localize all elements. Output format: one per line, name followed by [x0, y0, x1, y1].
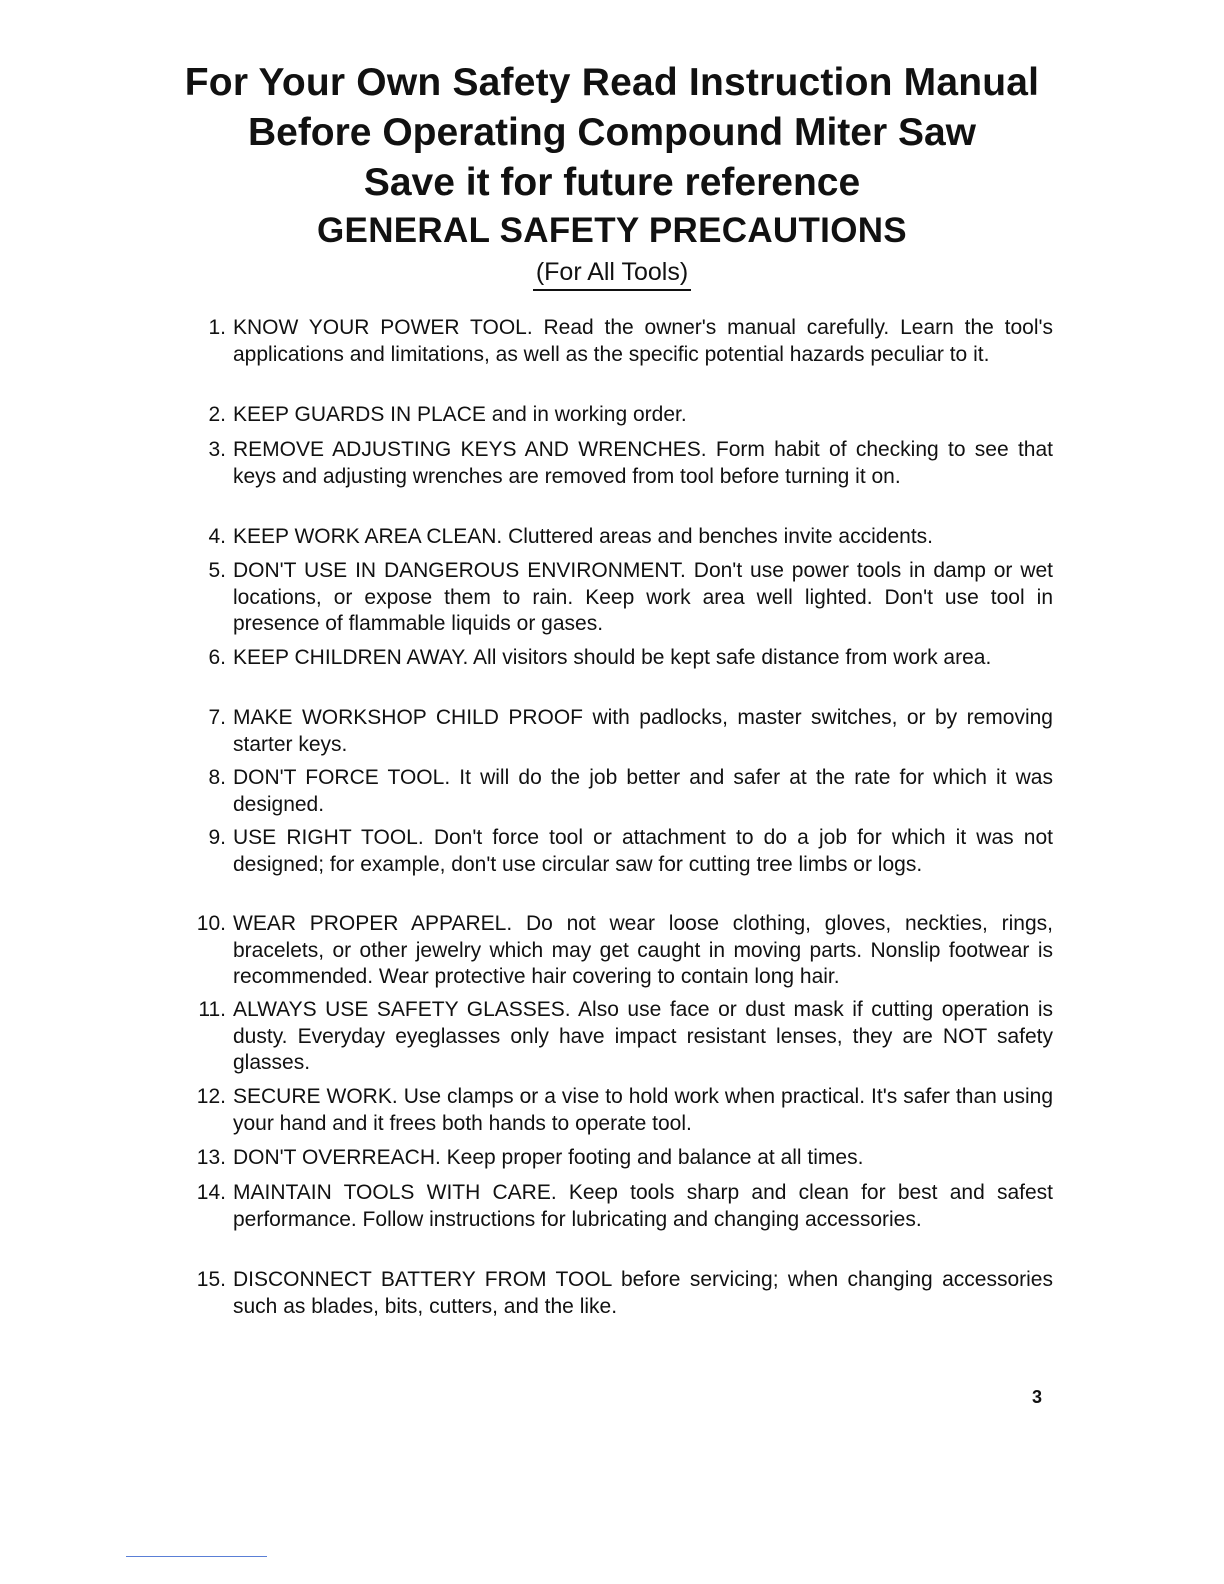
list-item-body: [233, 997, 1053, 1077]
list-item-number: 10.: [196, 912, 226, 935]
list-item-lead: MAKE WORKSHOP CHILD PROOF: [233, 706, 584, 729]
list-item-body: [233, 1180, 1053, 1233]
list-item-number: 13.: [196, 1146, 226, 1169]
footer-rule: [126, 1556, 267, 1557]
list-item-number: 3.: [208, 438, 226, 461]
list-item-body: [233, 705, 1053, 758]
list-item-number: 5.: [208, 559, 226, 582]
list-item-lead: DON'T OVERREACH.: [233, 1146, 441, 1169]
title-line-2: Before Operating Compound Miter Saw: [247, 111, 977, 154]
list-item-text: Do not wear loose clothing, gloves, neckties, rings, bracelets, or other jewelry which may get caught in moving parts. Nonslip footwear is recommended. Wear protective hair covering to contain long hair.: [233, 912, 1053, 988]
list-item-lead: DON'T FORCE TOOL.: [233, 766, 451, 789]
list-item-number: 8.: [208, 766, 226, 789]
list-item-body: [233, 825, 1053, 878]
section-subtitle-text: (For All Tools): [533, 257, 691, 291]
list-item-lead: MAINTAIN TOOLS WITH CARE.: [233, 1181, 557, 1204]
list-item-text: Use clamps or a vise to hold work when practical. It's safer than using your hand and it frees both hands to operate tool.: [233, 1085, 1054, 1135]
list-item-text: Cluttered areas and benches invite accidents.: [508, 525, 933, 548]
list-item-number: 7.: [208, 706, 226, 729]
list-item-number: 1.: [208, 316, 226, 339]
list-item-number: 12.: [196, 1085, 226, 1108]
list-item-body: [233, 558, 1053, 638]
list-item-text: Keep tools sharp and clean for best and safest performance. Follow instructions for lubricating and changing accessories.: [233, 1181, 1053, 1231]
list-item-text: Keep proper footing and balance at all times.: [446, 1146, 864, 1169]
list-item-text: Don't use power tools in damp or wet locations, or expose them to rain. Keep work area well lighted. Don't use tool in presence of flammable liquids or gases.: [233, 559, 1053, 635]
list-item-body: [233, 911, 1053, 991]
list-item-lead: KEEP GUARDS IN PLACE: [233, 403, 486, 426]
list-item-lead: SECURE WORK.: [233, 1085, 398, 1108]
title-line-3: Save it for future reference: [363, 161, 861, 204]
section-subtitle: [0, 257, 1224, 291]
list-item-text: Form habit of checking to see that keys and adjusting wrenches are removed from tool before turning it on.: [233, 438, 1053, 488]
list-item-number: 15.: [196, 1268, 226, 1291]
list-item-body: [233, 315, 1053, 368]
list-item-text: Don't force tool or attachment to do a job for which it was not designed; for example, don't use circular saw for cutting tree limbs or logs.: [233, 826, 1053, 876]
page-number: 3: [1032, 1387, 1043, 1407]
list-item-text: before servicing; when changing accessories such as blades, bits, cutters, and the like.: [233, 1268, 1053, 1318]
list-item-lead: KEEP WORK AREA CLEAN.: [233, 525, 503, 548]
list-item-body: [233, 524, 1053, 551]
list-item-lead: ALWAYS USE SAFETY GLASSES.: [233, 998, 571, 1021]
list-item-text: Also use face or dust mask if cutting operation is dusty. Everyday eyeglasses only have impact resistant lenses, they are NOT safety glasses.: [233, 998, 1053, 1074]
list-item-lead: USE RIGHT TOOL.: [233, 826, 424, 849]
list-item-text: with padlocks, master switches, or by removing starter keys.: [233, 706, 1053, 756]
list-item-body: [233, 1145, 1053, 1172]
list-item-body: [233, 1267, 1053, 1320]
list-item-number: 9.: [208, 826, 226, 849]
list-item-body: [233, 645, 1053, 672]
list-item-body: [233, 402, 1053, 429]
list-item-body: [233, 765, 1053, 818]
list-item-number: 14.: [196, 1181, 226, 1204]
list-item-text: and in working order.: [491, 403, 687, 426]
list-item-number: 2.: [208, 403, 226, 426]
list-item-number: 11.: [198, 998, 226, 1021]
list-item-number: 4.: [208, 525, 226, 548]
list-item-lead: KEEP CHILDREN AWAY.: [233, 646, 469, 669]
section-title: GENERAL SAFETY PRECAUTIONS: [317, 211, 907, 250]
list-item-body: [233, 437, 1053, 490]
list-item-lead: KNOW YOUR POWER TOOL.: [233, 316, 533, 339]
list-item-text: Read the owner's manual carefully. Learn the tool's applications and limitations, as well as the specific potential hazards peculiar to it.: [233, 316, 1053, 366]
list-item-lead: WEAR PROPER APPAREL.: [233, 912, 513, 935]
list-item-text: It will do the job better and safer at the rate for which it was designed.: [233, 766, 1053, 816]
list-item-lead: REMOVE ADJUSTING KEYS AND WRENCHES.: [233, 438, 707, 461]
list-item-lead: DON'T USE IN DANGEROUS ENVIRONMENT.: [233, 559, 686, 582]
title-line-1: For Your Own Safety Read Instruction Manual: [184, 61, 1040, 104]
list-item-body: [233, 1084, 1053, 1137]
list-item-text: All visitors should be kept safe distance from work area.: [473, 646, 992, 669]
list-item-lead: DISCONNECT BATTERY FROM TOOL: [233, 1268, 612, 1291]
list-item-number: 6.: [208, 646, 226, 669]
